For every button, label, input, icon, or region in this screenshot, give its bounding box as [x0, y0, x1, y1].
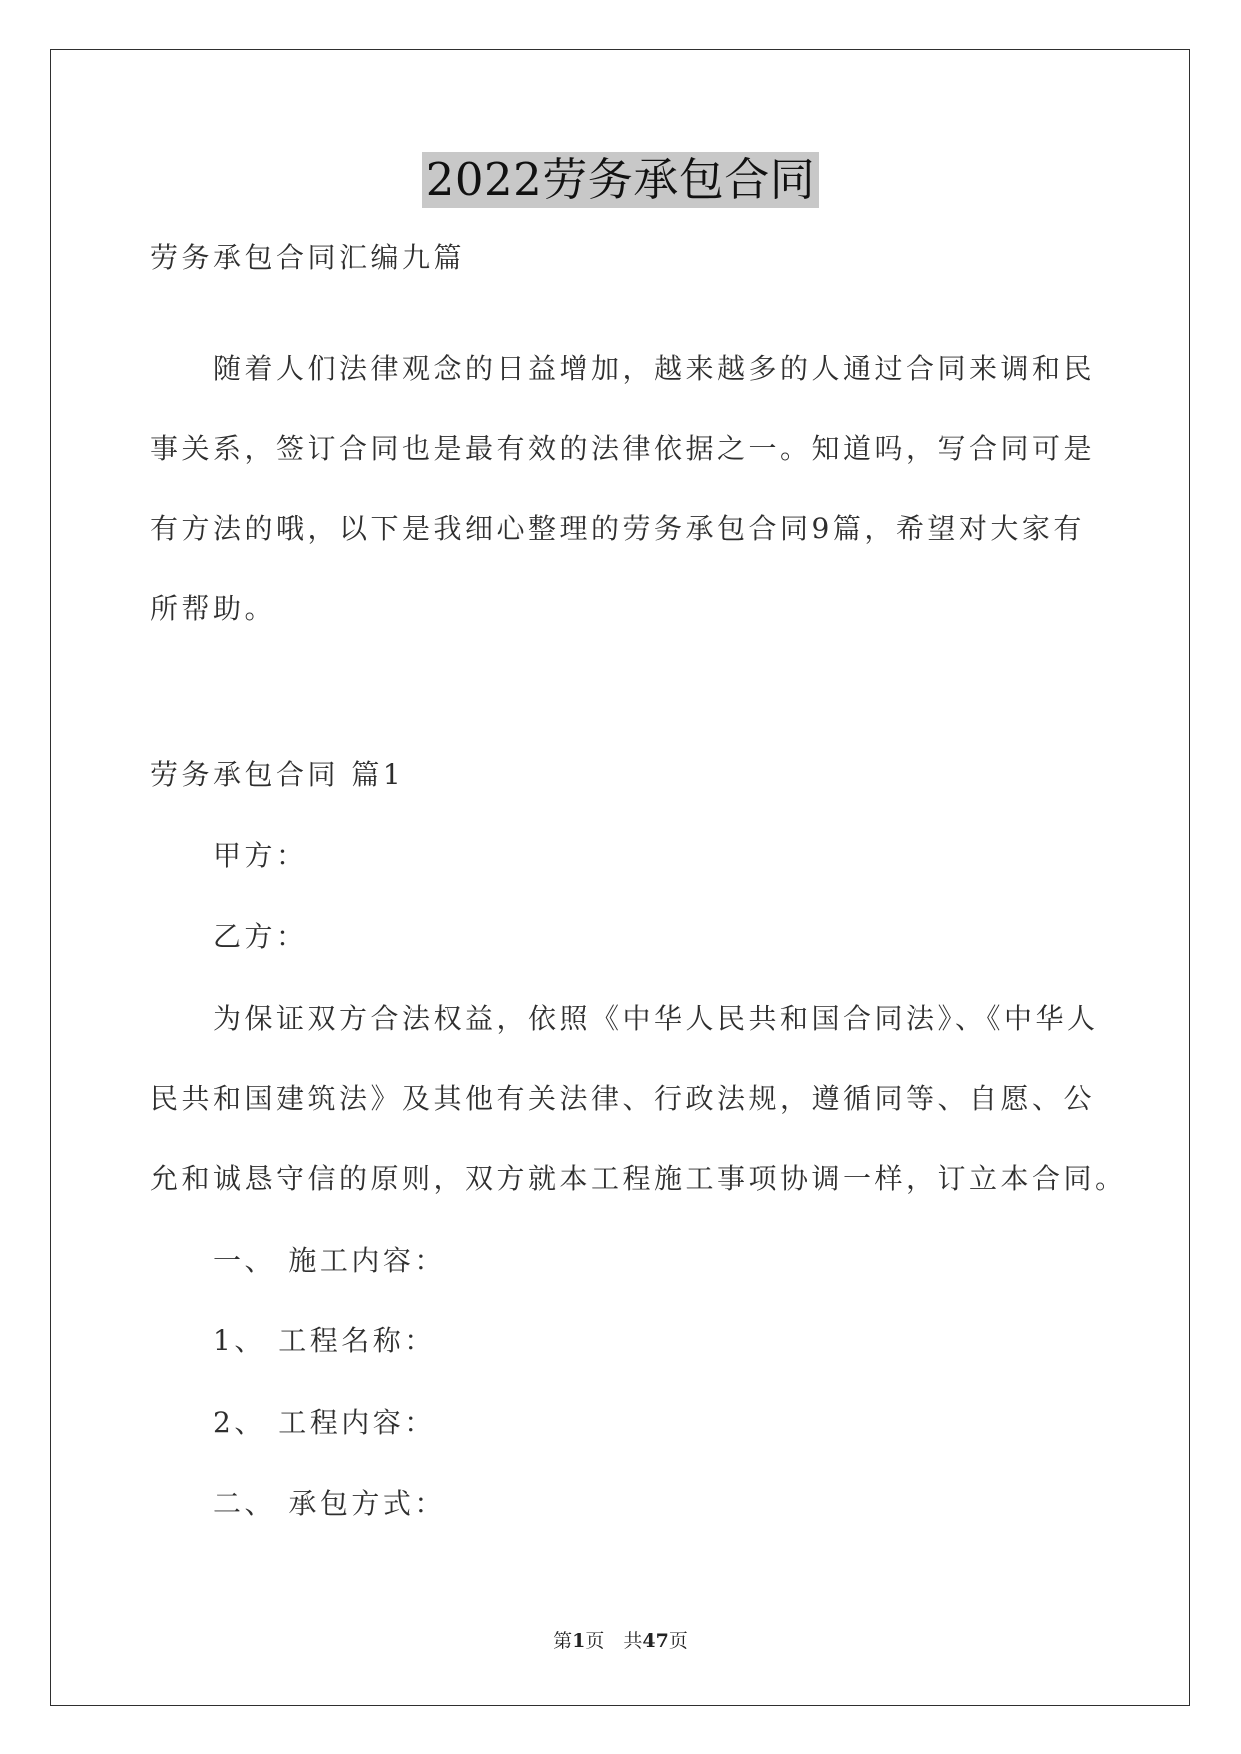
party-a-label: 甲方： [213, 839, 308, 872]
intro-line-2: 事关系，签订合同也是最有效的法律依据之一。知道吗，写合同可是 [150, 432, 1096, 465]
clause-1-heading: 一、 施工内容： [213, 1244, 446, 1277]
document-subtitle: 劳务承包合同汇编九篇 [150, 241, 466, 274]
body-line-1: 为保证双方合法权益，依照《中华人民共和国合同法》、《中华人 [213, 1002, 1099, 1035]
footer-middle: 页 共 [585, 1630, 643, 1652]
page-footer [0, 1629, 1241, 1653]
footer-suffix: 页 [668, 1630, 688, 1652]
page-border [50, 49, 1190, 1706]
intro-line-3: 有方法的哦，以下是我细心整理的劳务承包合同9篇，希望对大家有 [150, 512, 1085, 545]
clause-1-item-2: 2、 工程内容： [213, 1406, 436, 1439]
section-heading: 劳务承包合同 篇1 [150, 758, 405, 791]
clause-1-item-1: 1、 工程名称： [213, 1324, 436, 1357]
footer-total-pages: 47 [642, 1630, 669, 1652]
footer-prefix: 第 [553, 1630, 573, 1652]
body-line-3: 允和诚恳守信的原则，双方就本工程施工事项协调一样，订立本合同。 [150, 1162, 1127, 1195]
party-b-label: 乙方： [213, 920, 308, 953]
clause-2-heading: 二、 承包方式： [213, 1487, 446, 1520]
intro-line-4: 所帮助。 [150, 592, 277, 625]
intro-line-1: 随着人们法律观念的日益增加，越来越多的人通过合同来调和民 [213, 352, 1096, 385]
document-title: 2022劳务承包合同 [422, 152, 820, 208]
body-line-2: 民共和国建筑法》及其他有关法律、行政法规，遵循同等、自愿、公 [150, 1082, 1096, 1115]
title-container [0, 152, 1241, 208]
footer-page-number: 1 [572, 1630, 586, 1652]
